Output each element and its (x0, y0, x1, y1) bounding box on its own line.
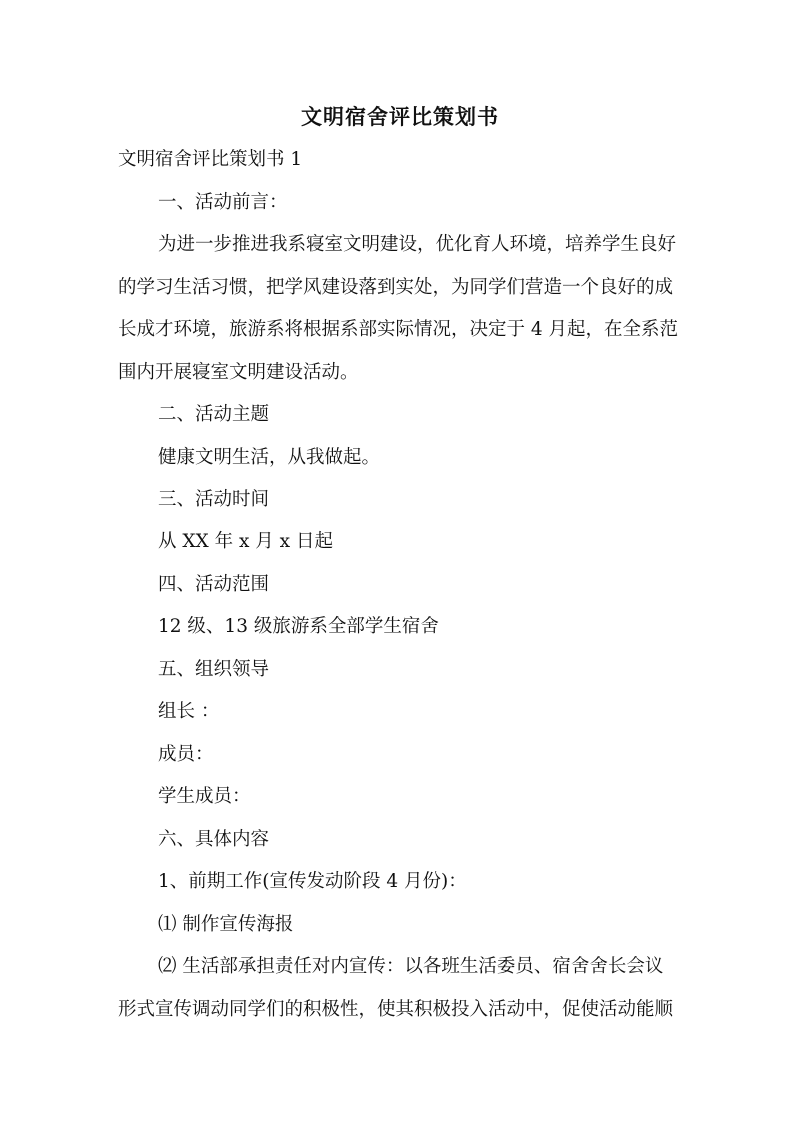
leader-label: 组长 ： (158, 701, 220, 722)
student-member-label: 学生成员： (158, 786, 251, 807)
sub-item: ⑵ 生活部承担责任对内宣传：以各班生活委员、宿舍舍长会议 (158, 956, 664, 977)
item-heading: 1、前期工作(宣传发动阶段 4 月份)： (158, 871, 467, 892)
sub-item: ⑴ 制作宣传海报 (158, 914, 294, 935)
theme-text: 健康文明生活，从我做起。 (158, 447, 381, 468)
paragraph-line: 的学习生活习惯，把学风建设落到实处，为同学们营造一个良好的成 (118, 277, 674, 298)
paragraph-line: 形式宣传调动同学们的积极性，使其积极投入活动中，促使活动能顺 (118, 999, 674, 1020)
section-heading-preface: 一、活动前言： (158, 192, 288, 213)
paragraph-line: 围内开展寝室文明建设活动。 (118, 362, 359, 383)
section-heading-time: 三、活动时间 (158, 489, 270, 510)
section-heading-organization: 五、组织领导 (158, 659, 270, 680)
section-heading-content: 六、具体内容 (158, 829, 270, 850)
paragraph-line: 长成才环境，旅游系将根据系部实际情况，决定于 4 月起，在全系范 (118, 319, 679, 340)
time-text: 从 XX 年 x 月 x 日起 (158, 531, 333, 552)
section-heading-scope: 四、活动范围 (158, 574, 270, 595)
subtitle: 文明宿舍评比策划书 1 (118, 149, 303, 170)
section-heading-theme: 二、活动主题 (158, 404, 270, 425)
document-title: 文明宿舍评比策划书 (301, 104, 499, 129)
member-label: 成员： (158, 744, 214, 765)
scope-text: 12 级、13 级旅游系全部学生宿舍 (158, 616, 439, 637)
paragraph-line: 为进一步推进我系寝室文明建设，优化育人环境，培养学生良好 (158, 234, 677, 255)
